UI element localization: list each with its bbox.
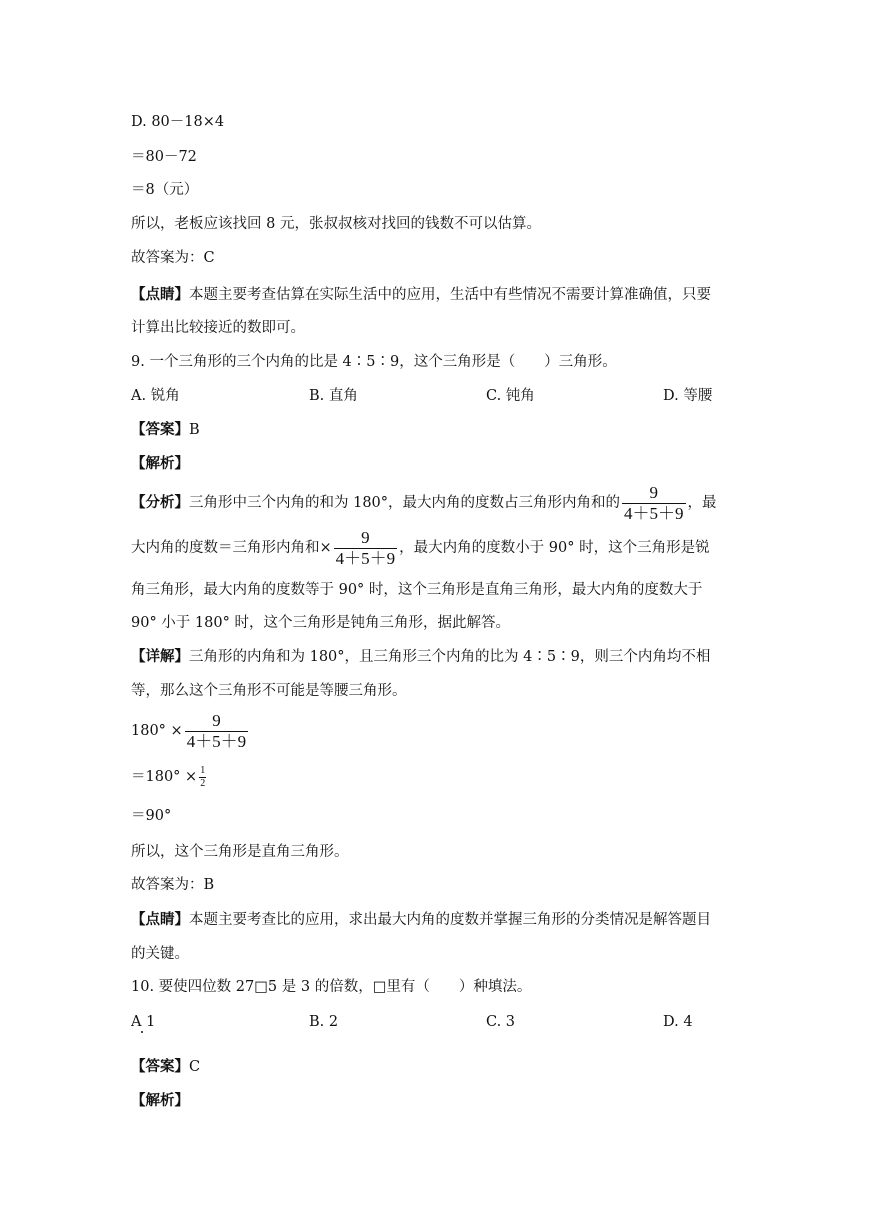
fenxi-text-2: ，最 [687, 495, 717, 511]
calc-line-1: ＝80－72 [131, 149, 197, 165]
answer-value: C [189, 1059, 201, 1075]
q9-option-c: C. 钝角 [486, 388, 535, 404]
comment-q8-line2: 计算出比较接近的数即可。 [131, 320, 305, 336]
analysis-tag-q10: 【解析】 [131, 1092, 189, 1109]
fraction-denominator: 2 [200, 777, 206, 789]
comment-tag: 【点睛】 [131, 911, 189, 928]
xiangjie-line2: 等，那么这个三角形不可能是等腰三角形。 [131, 683, 407, 699]
fraction-numerator: 1 [200, 764, 206, 776]
answer-value: B [189, 422, 200, 438]
fenxi-line2 [131, 527, 710, 569]
comment-q9-line2: 的关键。 [131, 946, 189, 962]
fraction-denominator: 4＋5＋9 [186, 731, 247, 751]
calc-prefix: 180° × [131, 723, 183, 739]
comment-q8-line1 [131, 285, 711, 305]
answer-q10 [131, 1057, 200, 1077]
analysis-tag-q9: 【解析】 [131, 455, 189, 472]
fraction-numerator: 9 [361, 527, 370, 547]
answer-tag: 【答案】 [131, 421, 189, 438]
fraction-9-over-sum [622, 483, 686, 524]
q9-option-b: B. 直角 [309, 388, 358, 404]
comment-text: 本题主要考查估算在实际生活中的应用，生活中有些情况不需要计算准确值，只要 [189, 287, 711, 303]
fenxi-text-4: ，最大内角的度数小于 90° 时，这个三角形是锐 [399, 540, 710, 556]
calc-line-d: D. 80－18×4 [131, 114, 225, 130]
fraction-numerator: 9 [649, 482, 659, 502]
q9-option-a: A. 锐角 [131, 388, 180, 404]
conclusion-q8: 所以，老板应该找回 8 元，张叔叔核对找回的钱数不可以估算。 [131, 216, 541, 232]
stray-dot [141, 1031, 143, 1033]
fraction-9-over-sum [185, 711, 249, 752]
fraction-one-half [199, 765, 206, 790]
fraction-denominator: 4＋5＋9 [624, 503, 684, 523]
calc-180-times-fraction [131, 710, 250, 752]
question-9: 9. 一个三角形的三个内角的比是 4∶5∶9，这个三角形是（ ）三角形。 [131, 354, 617, 370]
fraction-9-over-sum [334, 528, 398, 569]
fenxi-line1 [131, 482, 717, 524]
xiangjie-line1 [131, 647, 710, 667]
calc-line-2: ＝8（元） [131, 182, 199, 198]
question-10: 10. 要使四位数 27□5 是 3 的倍数，□里有（ ）种填法。 [131, 979, 532, 995]
conclusion-q9: 所以，这个三角形是直角三角形。 [131, 844, 349, 860]
calc-180-times-half [131, 762, 208, 792]
fraction-denominator: 4＋5＋9 [335, 548, 396, 568]
q10-option-c: C. 3 [486, 1014, 516, 1030]
comment-text: 本题主要考查比的应用，求出最大内角的度数并掌握三角形的分类情况是解答题目 [189, 912, 711, 928]
q10-option-a: A 1 [131, 1014, 156, 1030]
answer-tag: 【答案】 [131, 1058, 189, 1075]
q9-option-d: D. 等腰 [663, 388, 713, 404]
answer-q9 [131, 420, 200, 440]
comment-q9-line1 [131, 910, 711, 930]
calc-result: ＝90° [131, 808, 172, 824]
q10-option-b: B. 2 [309, 1014, 339, 1030]
q10-option-d: D. 4 [663, 1014, 693, 1030]
fenxi-line4: 90° 小于 180° 时，这个三角形是钝角三角形，据此解答。 [131, 615, 510, 631]
fenxi-text-1: 三角形中三个内角的和为 180°，最大内角的度数占三角形内角和的 [189, 495, 621, 511]
fenxi-text-3: 大内角的度数＝三角形内角和× [131, 540, 332, 556]
fraction-numerator: 9 [212, 710, 221, 730]
fenxi-tag: 【分析】 [131, 494, 189, 511]
calc-prefix: ＝180° × [131, 769, 198, 785]
comment-tag: 【点睛】 [131, 286, 189, 303]
answer-q9-final: 故答案为：B [131, 877, 215, 893]
xiangjie-tag: 【详解】 [131, 648, 189, 665]
answer-q8: 故答案为：C [131, 250, 215, 266]
fenxi-line3: 角三角形，最大内角的度数等于 90° 时，这个三角形是直角三角形，最大内角的度数大于 [131, 582, 703, 598]
xiangjie-text: 三角形的内角和为 180°，且三角形三个内角的比为 4∶5∶9，则三个内角均不相 [189, 649, 711, 665]
